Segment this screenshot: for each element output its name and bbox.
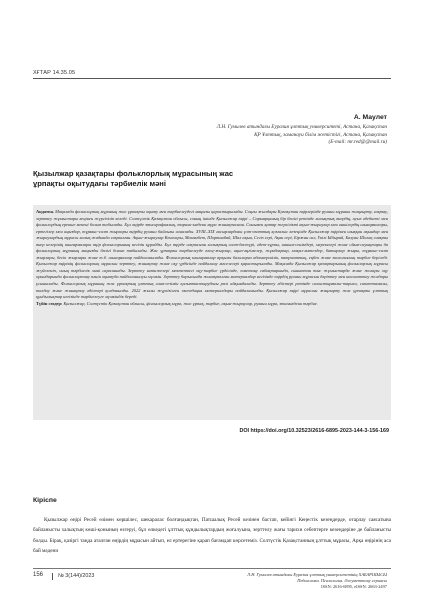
abstract-paragraph: [36, 209, 388, 301]
keywords: [36, 301, 388, 308]
abstract-box: [33, 205, 391, 420]
intro-paragraph: Қызылжар өңірі Ресей өзімен көршілес, шекаралас болғандықтан, Патшалық Ресей кезінен бастап, кейінгі Кеңестік кезеңдерде, отарлау саясатына байланысты халықтың көші-қонының өзгеруі, бұл өлкедегі ұлттық құндылықтардың жоғалуына, зерттелу жағы тарихи себептерге кезеңдеріне де байланысты болды. Бірақ, қазіргі таңда аталған өңірдің мұрасын айтып, ел ертерегіне қарап бағамдап көрсетеміз. Солтүстік Қазақстанның ұлттық мұрасы, Арқа өңірінің аса бай мәдени: [33, 517, 391, 554]
classification-code: ХҒТАР 14.35.05: [33, 70, 76, 76]
keywords-label: Түйін сөздер:: [36, 300, 63, 306]
journal-series: Педагогика. Психология. Әлеуметтану сериясы: [297, 578, 387, 584]
header-rule: [33, 78, 391, 79]
author-affiliation: [127, 124, 387, 147]
author-name: А. Маулет: [353, 114, 387, 121]
intro-body: [33, 515, 391, 556]
abstract-text: Мақалада фольклорлық мұраның жас ұрпақты оқыту мен тәрбиелеудегі маңызы қарастырылады. Соңғы жылдары Қазақстан өңірлерінде рухани мұраны жаңғырту, сақтау, зерттеу жұмыстары кеңінен жүргізіліп келеді. Солтүстік Қазақстан облысы, соның ішінде Қызылжар өңірі – Сарыарқаның бір бөлігі ретінде халықтық өнердің, ауыз әдебиеті мен фольклордың ерекше мекені болып табылады. Бұл өңірде этнографиялық, тарихи-мәдени мұра жинақталған. Сонымен қатар жергілікті ақын-жыраулар мен әншілердің шығармалары, ертегілер мен аңыздар, тұрмыс-салт жырлары өңірдің рухани байлығы саналады. XVIII–XIX ғасырлардағы ұлт-азаттық қозғалыс кезеңінде Қызылжар өңірінен шыққан ақындар мен жыраулардың мұрасы халық жадында сақталған. Ақын-жыраулар Кенесары, Махамбет, Шортанбай, Шал ақын, Сегіз сері, Ақан сері, Біржан сал, Үкілі Ыбырай, Балуан Шолақ сияқты өнер иелерінің шығармалары өңір фольклорының негізін құрайды. Бұл өңірде сақталған халықтың салт-дәстүрі, әдет-ғұрпы, наным-сенімдері, мерекелері және ойын-сауықтары да фольклорлық мұраның маңызды бөлігі болып табылады. Жас ұрпақты тәрбиелеуде өлең-жырлар, аңыз-әңгімелер, жұмбақтар, мақал-мәтелдер, батырлар жыры, тұрмыс-салт жырлары, бесік жырлары және т.б. шығармалар пайдаланылады. Фольклорлық шығармалар арқылы балаларға адамгершілік, патриоттық, еңбек және экологиялық тәрбие беріледі. Қызылжар өңірінің фольклорлық мұрасын зерттеу, жинақтау және оқу үрдісінде пайдалану мәселелері қарастырылады. Мақалада Қызылжар қазақтарының фольклорлық мұрасы жүйеленіп, оның тәрбиелік мәні сараланады. Зерттеу нәтижелері мектептегі оқу-тәрбие үрдісінде, өлкетану сабақтарында, сыныптан тыс жұмыстарда және жоғары оқу орындарында фольклортану пәнін оқытуда пайдаланылуы мүмкін. Зерттеу барысында жинақталған материалдар негізінде өңірдің рухани мұрасын дәріптеу мен насихаттау жолдары ұсынылады. Фольклорлық мұраның жас ұрпақтың ұлттық сана-сезімін қалыптастырудағы рөлі айқындалады. Зерттеу әдістері ретінде салыстырмалы-тарихи, сипаттамалы, талдау және жинақтау әдістері қолданылды. 2022 жылы жүргізілген экспедиция материалдары пайдаланылды. Қызылжар өңірі мұрасын жаңғырту жас ұрпақты ұлттық құндылықтар негізінде тәрбиелеуге мүмкіндік береді.: [36, 209, 388, 300]
title-line: ұрпақты оқытудағы тәрбиелік мәні: [33, 178, 166, 188]
footer-separator: [52, 573, 53, 580]
page-number: 156: [33, 572, 44, 578]
abstract: [36, 209, 388, 307]
title-line: Қызылжар қазақтары фольклорлық мұрасының жас: [33, 169, 234, 178]
abstract-label: Аңдатпа.: [36, 209, 54, 214]
issue-number: № 3(144)/2023: [58, 573, 95, 579]
affiliation-line: Л.Н. Гумилев атындағы Еуразия ұлттық университеті, Астана, Қазақстан: [216, 124, 387, 130]
doi-link[interactable]: DOI https://doi.org/10.32523/2616-6895-2023-144-3-156-169: [239, 428, 389, 434]
author-email: (E-mail: mr.red@@mail.ru): [328, 139, 387, 146]
journal-name: [147, 572, 387, 590]
article-title: [33, 169, 363, 188]
keywords-text: Қызылжар, Солтүстік Қазақстан облысы, фольклорлық мұра, жас ұрпақ, тәрбие, ақын-жыраулар, рухани мұра, этномәдени тәрбие.: [62, 300, 318, 306]
affiliation-line: ҚР Ұлттық, заманауи білім жетістігі, Астана, Қазақстан: [254, 131, 387, 138]
journal-issn: ISSN: 2616-6895, eISSN: 2663-2497: [321, 584, 387, 590]
footer-rule: [33, 568, 391, 569]
intro-heading: Кіріспе: [33, 497, 57, 504]
journal-title: Л.Н. Гумилев атындағы Еуразия ұлттық университетінің ХАБАРШЫСЫ: [247, 572, 387, 577]
